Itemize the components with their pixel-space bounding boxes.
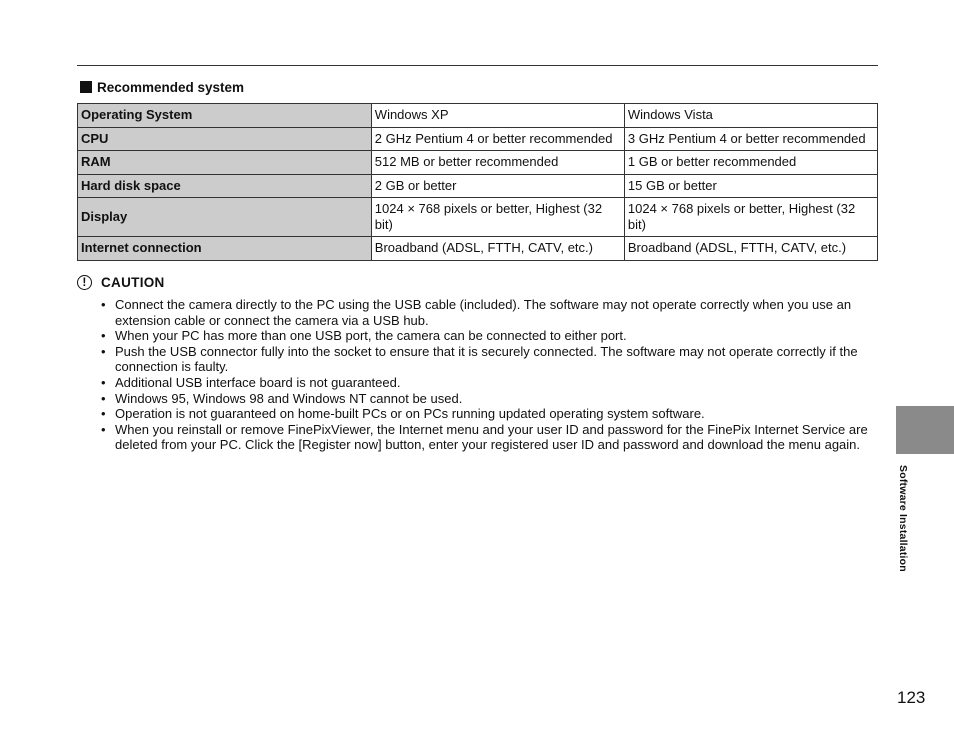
list-item: • Windows 95, Windows 98 and Windows NT cannot be used. (101, 391, 879, 407)
table-row (78, 198, 878, 237)
vista-cell: 3 GHz Pentium 4 or better recommended (624, 127, 877, 151)
xp-cell: 512 MB or better recommended (371, 151, 624, 175)
list-item: • Operation is not guaranteed on home-built PCs or on PCs running updated operating system software. (101, 406, 879, 422)
vista-cell: Broadband (ADSL, FTTH, CATV, etc.) (624, 237, 877, 261)
xp-cell: 1024 × 768 pixels or better, Highest (32 bit) (371, 198, 624, 237)
exclamation-circle-icon: ! (77, 275, 92, 290)
chapter-tab (896, 406, 954, 454)
xp-cell: Windows XP (371, 104, 624, 128)
top-rule (77, 65, 878, 66)
table-row (78, 104, 878, 128)
row-label: Display (78, 198, 372, 237)
filled-square-icon (80, 81, 92, 93)
chapter-label: Software Installation (897, 465, 909, 572)
xp-cell: 2 GB or better (371, 174, 624, 198)
list-item: • When you reinstall or remove FinePixViewer, the Internet menu and your user ID and password for the FinePix Internet Service are deleted from your PC. Click the [Register now] button, enter your registered user ID and password and download the menu again. (101, 422, 879, 453)
system-requirements-table (77, 103, 878, 261)
list-item: • Additional USB interface board is not guaranteed. (101, 375, 879, 391)
list-item: • Push the USB connector fully into the socket to ensure that it is securely connected. The software may not operate correctly if the connection is faulty. (101, 344, 879, 375)
vista-cell: Windows Vista (624, 104, 877, 128)
xp-cell: 2 GHz Pentium 4 or better recommended (371, 127, 624, 151)
caution-list (101, 297, 879, 453)
section-heading (80, 79, 244, 95)
row-label: CPU (78, 127, 372, 151)
vista-cell: 1 GB or better recommended (624, 151, 877, 175)
table-row (78, 174, 878, 198)
table-row (78, 127, 878, 151)
row-label: Hard disk space (78, 174, 372, 198)
table-row (78, 237, 878, 261)
caution-heading (77, 273, 165, 291)
page-number: 123 (897, 688, 926, 707)
row-label: RAM (78, 151, 372, 175)
vista-cell: 1024 × 768 pixels or better, Highest (32 bit) (624, 198, 877, 237)
section-title: Recommended system (97, 79, 245, 95)
list-item: • Connect the camera directly to the PC using the USB cable (included). The software may not operate correctly when you use an extension cable or connect the camera via a USB hub. (101, 297, 879, 328)
table-row (78, 151, 878, 175)
vista-cell: 15 GB or better (624, 174, 877, 198)
row-label: Internet connection (78, 237, 372, 261)
caution-title: CAUTION (101, 274, 165, 290)
row-label: Operating System (78, 104, 372, 128)
xp-cell: Broadband (ADSL, FTTH, CATV, etc.) (371, 237, 624, 261)
list-item: • When your PC has more than one USB port, the camera can be connected to either port. (101, 328, 879, 344)
